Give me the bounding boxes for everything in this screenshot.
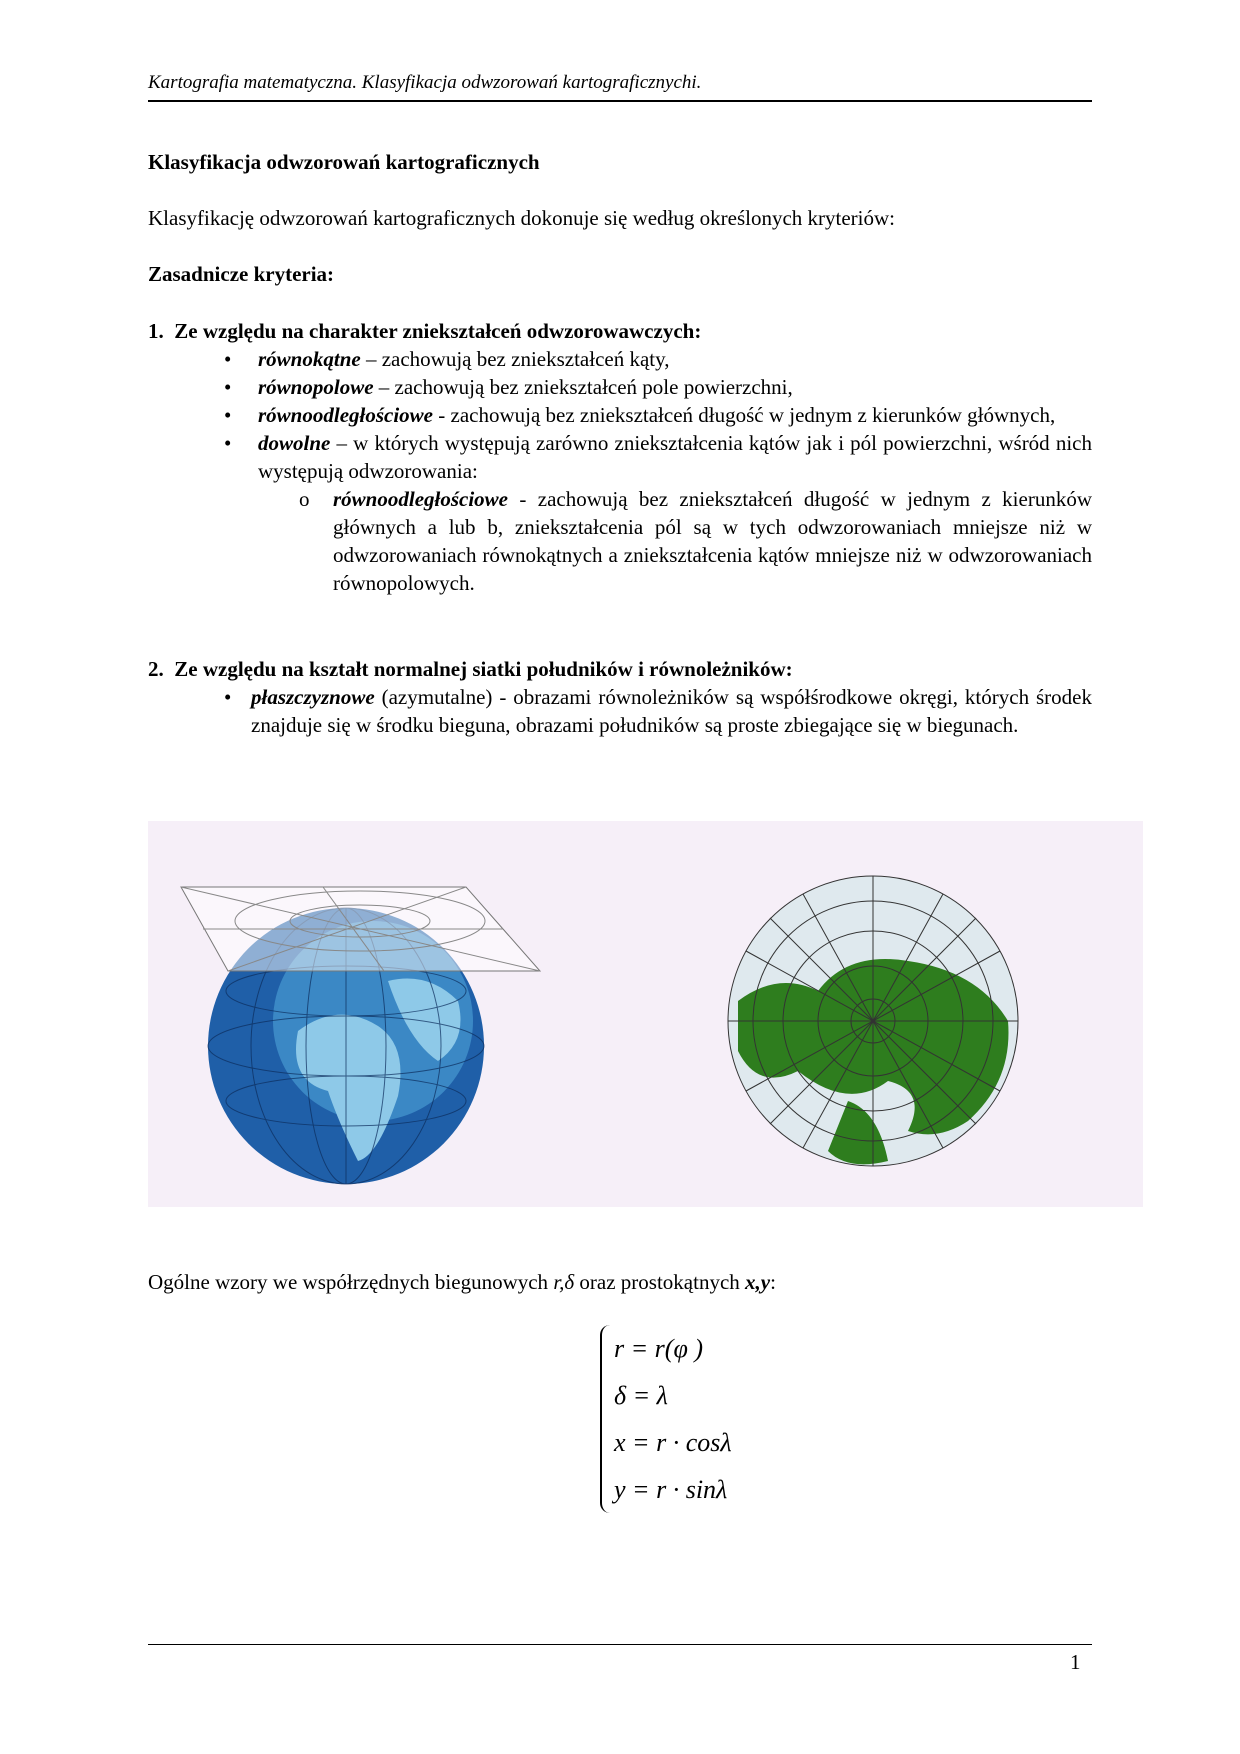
page-number: 1 (1070, 1650, 1081, 1674)
formula-system (600, 1325, 732, 1513)
definition: - zachowują bez zniekształceń długość w jednym z kierunków głównych, (433, 403, 1056, 427)
intro-paragraph: Klasyfikację odwzorowań kartograficznych dokonuje się według określonych kryteriów: (148, 206, 896, 230)
cartesian-vars: x,y (745, 1270, 771, 1294)
text: oraz prostokątnych (574, 1270, 746, 1294)
footer-rule (148, 1644, 1092, 1645)
list-item: • równopolowe – zachowują bez zniekształceń pole powierzchni, (224, 375, 793, 399)
list-item: • dowolne – w których występują zarówno zniekształcenia kątów jak i pól powierzchni, wśród nich występują odwzorowania: (224, 431, 1092, 483)
formula-intro (148, 1268, 776, 1296)
section2-list (224, 683, 1092, 739)
formula-line: r = r(φ ) (614, 1334, 703, 1363)
formula-line: y = r · sinλ (614, 1475, 728, 1504)
sub-bullet: o (299, 487, 310, 511)
formula-line: δ = λ (614, 1381, 668, 1410)
definition: – zachowują bez zniekształceń pole powierzchni, (373, 375, 793, 399)
formula-line: x = r · cosλ (614, 1428, 732, 1457)
sub-list-item (299, 485, 1092, 597)
definition: (azymutalne) - obrazami równoleżników są współśrodkowe okręgi, których środek znajduje się w środku bieguna, obrazami południków są proste zbiegające się w biegunach. (251, 685, 1092, 737)
polar-vars: r,δ (553, 1270, 575, 1294)
term: dowolne (258, 431, 331, 455)
term: równoodległościowe (258, 403, 434, 427)
section1-heading: 1. Ze względu na charakter zniekształceń odwzorowawczych: (148, 319, 702, 343)
text: Ogólne wzory we współrzędnych biegunowych (148, 1270, 554, 1294)
term: równopolowe (258, 375, 374, 399)
term: płaszczyznowe (251, 685, 375, 709)
definition: - zachowują bez zniekształceń długość w jednym z kierunków głównych a lub b, zniekształcenia pól są w tych odwzorowaniach mniejsze niż w odwzorowaniach równokątnych a zniekształcenia kątów mniejsze niż w odwzorowaniach równopolowych. (333, 487, 1092, 595)
azimuthal-projection-figure (148, 821, 1143, 1207)
list-item: • równokątne – zachowują bez zniekształceń kąty, (224, 347, 670, 371)
term: równoodległościowe (333, 487, 509, 511)
azimuthal-map (728, 876, 1018, 1166)
definition: – w których występują zarówno zniekształcenia kątów jak i pól powierzchni, wśród nich występują odwzorowania: (258, 431, 1092, 483)
projection-illustration (148, 821, 1143, 1207)
section2-heading: 2. Ze względu na kształt normalnej siatki południków i równoleżników: (148, 657, 793, 681)
term: równokątne (258, 347, 361, 371)
globe-with-plane (181, 887, 540, 1184)
criteria-heading: Zasadnicze kryteria: (148, 262, 335, 286)
header-rule (148, 100, 1092, 102)
list-item: • płaszczyznowe (azymutalne) - obrazami równoleżników są współśrodkowe okręgi, których środek znajduje się w środku bieguna, obrazami południków są proste zbiegające się w biegunach. (224, 685, 1092, 737)
section-title: Klasyfikacja odwzorowań kartograficznych (148, 150, 540, 174)
definition: – zachowują bez zniekształceń kąty, (360, 347, 670, 371)
running-header: Kartografia matematyczna. Klasyfikacja odwzorowań kartograficznychi. (148, 72, 702, 93)
list-item: • równoodległościowe - zachowują bez zniekształceń długość w jednym z kierunków głównych, (224, 403, 1056, 427)
section1-list (224, 345, 1092, 597)
text: : (770, 1270, 776, 1294)
